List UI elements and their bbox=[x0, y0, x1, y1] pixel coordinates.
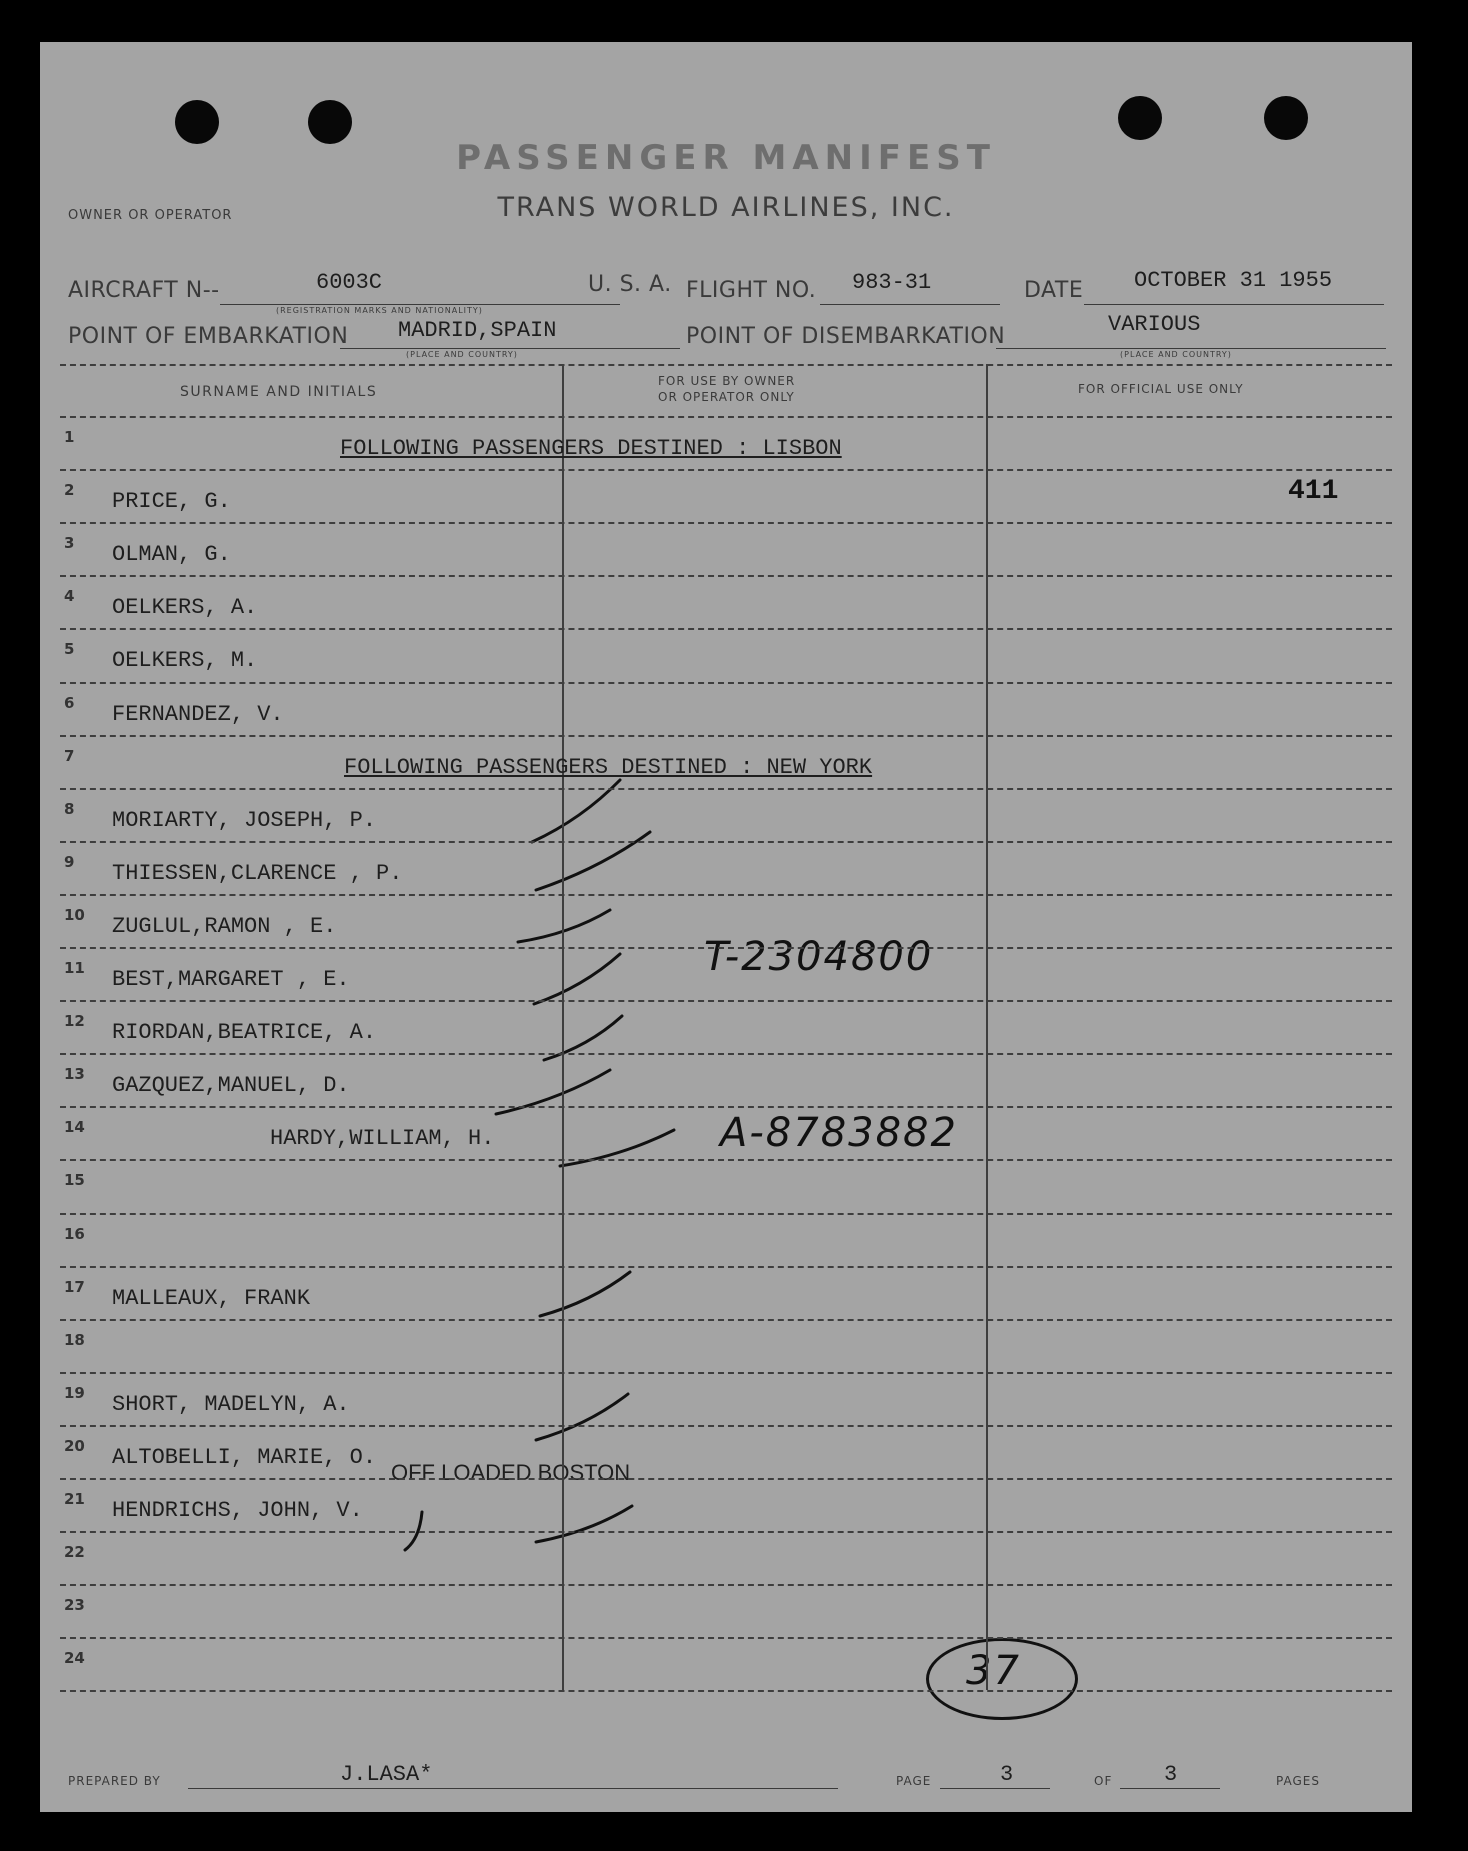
row-rule bbox=[60, 416, 1392, 418]
pages-label: PAGES bbox=[1276, 1774, 1320, 1788]
passenger-name: FERNANDEZ, V. bbox=[112, 701, 284, 727]
row-number: 23 bbox=[64, 1596, 85, 1615]
row-rule bbox=[60, 522, 1392, 524]
row-number: 14 bbox=[64, 1118, 85, 1137]
passenger-name: HENDRICHS, JOHN, V. bbox=[112, 1498, 363, 1523]
row-number: 6 bbox=[64, 693, 75, 712]
passenger-name: RIORDAN,BEATRICE, A. bbox=[112, 1020, 377, 1046]
row-rule bbox=[60, 1637, 1392, 1639]
row-number: 11 bbox=[64, 959, 85, 977]
passenger-name: OELKERS, A. bbox=[112, 595, 258, 621]
passenger-name: BEST,MARGARET , E. bbox=[112, 967, 350, 992]
row-number: 13 bbox=[64, 1065, 85, 1084]
column-header-owner-line1: FOR USE BY OWNER bbox=[658, 374, 796, 388]
embarkation-label: POINT OF EMBARKATION bbox=[68, 324, 349, 349]
flight-label: FLIGHT NO. bbox=[686, 278, 817, 303]
passenger-name: ZUGLUL,RAMON , E. bbox=[112, 913, 337, 939]
passenger-name: THIESSEN,CLARENCE , P. bbox=[112, 860, 403, 886]
column-divider-2 bbox=[986, 364, 988, 1690]
column-divider-1 bbox=[562, 364, 564, 1690]
row-number: 15 bbox=[64, 1171, 85, 1190]
destination-header-row: FOLLOWING PASSENGERS DESTINED : LISBON bbox=[340, 436, 842, 461]
official-use-number: 411 bbox=[1288, 476, 1339, 507]
row-rule bbox=[60, 1478, 1392, 1480]
row-number: 10 bbox=[64, 905, 85, 924]
check-mark-stroke bbox=[540, 1272, 630, 1316]
page-value: 3 bbox=[1000, 1762, 1014, 1787]
row-number: 9 bbox=[64, 852, 75, 871]
embarkation-value: MADRID,SPAIN bbox=[398, 318, 557, 343]
check-mark-stroke bbox=[518, 910, 610, 942]
row-rule bbox=[60, 894, 1392, 896]
row-number: 2 bbox=[64, 481, 75, 500]
row-number: 21 bbox=[64, 1490, 85, 1508]
row-number: 18 bbox=[64, 1330, 85, 1349]
passenger-name: OELKERS, M. bbox=[112, 648, 258, 674]
row-rule bbox=[60, 1584, 1392, 1586]
aircraft-label: AIRCRAFT N-- bbox=[68, 278, 220, 303]
passenger-name: PRICE, G. bbox=[112, 489, 231, 515]
header-rule bbox=[60, 364, 1392, 366]
of-label: OF bbox=[1094, 1774, 1113, 1788]
row-number: 20 bbox=[64, 1436, 85, 1455]
date-label: DATE bbox=[1024, 278, 1084, 303]
prepared-by-value: J.LASA* bbox=[340, 1762, 433, 1787]
flight-value: 983-31 bbox=[852, 270, 932, 295]
place-note-1: (PLACE AND COUNTRY) bbox=[406, 350, 518, 359]
aircraft-value: 6003C bbox=[316, 270, 383, 295]
row-rule bbox=[60, 682, 1392, 684]
row-number: 24 bbox=[64, 1649, 85, 1668]
date-value: OCTOBER 31 1955 bbox=[1134, 268, 1333, 293]
row-number: 19 bbox=[64, 1383, 85, 1402]
check-mark-stroke bbox=[534, 954, 620, 1004]
destination-header-row: FOLLOWING PASSENGERS DESTINED : NEW YORK bbox=[344, 754, 873, 780]
passenger-name: MORIARTY, JOSEPH, P. bbox=[112, 807, 377, 833]
row-rule bbox=[60, 1690, 1392, 1692]
row-number: 1 bbox=[64, 428, 75, 446]
registration-note: (REGISTRATION MARKS AND NATIONALITY) bbox=[276, 306, 483, 315]
row-rule bbox=[60, 947, 1392, 949]
row-number: 22 bbox=[64, 1543, 85, 1562]
row-rule bbox=[60, 1213, 1392, 1215]
passenger-name: MALLEAUX, FRANK bbox=[112, 1285, 311, 1311]
row-rule bbox=[60, 1000, 1392, 1002]
row-number: 12 bbox=[64, 1012, 85, 1031]
row-rule bbox=[60, 1425, 1392, 1427]
row-number: 3 bbox=[64, 534, 75, 553]
prepared-by-label: PREPARED BY bbox=[68, 1774, 161, 1788]
handwritten-passport-number: A-8783882 bbox=[720, 1110, 958, 1156]
manifest-sheet bbox=[40, 42, 1412, 1812]
row-rule bbox=[60, 1319, 1392, 1321]
row-number: 8 bbox=[64, 799, 75, 818]
row-number: 17 bbox=[64, 1277, 85, 1296]
passenger-name: GAZQUEZ,MANUEL, D. bbox=[112, 1073, 350, 1099]
row-rule bbox=[60, 1159, 1392, 1161]
column-header-owner-line2: OR OPERATOR ONLY bbox=[658, 390, 795, 404]
row-rule bbox=[60, 788, 1392, 790]
row-rule bbox=[60, 1372, 1392, 1374]
disembarkation-value: VARIOUS bbox=[1108, 312, 1201, 337]
handwritten-ticket-number: T-2304800 bbox=[704, 934, 934, 980]
page-label: PAGE bbox=[896, 1774, 932, 1788]
passenger-name: ALTOBELLI, MARIE, O. bbox=[112, 1444, 377, 1470]
row-rule bbox=[60, 735, 1392, 737]
row-rule bbox=[60, 1053, 1392, 1055]
column-header-official: FOR OFFICIAL USE ONLY bbox=[1078, 382, 1244, 396]
row-rule bbox=[60, 469, 1392, 471]
passenger-name: OLMAN, G. bbox=[112, 542, 231, 568]
row-rule bbox=[60, 1531, 1392, 1533]
row-number: 4 bbox=[64, 587, 75, 606]
of-value: 3 bbox=[1164, 1762, 1178, 1787]
row-rule bbox=[60, 628, 1392, 630]
usa-label: U. S. A. bbox=[588, 272, 672, 297]
place-note-2: (PLACE AND COUNTRY) bbox=[1120, 350, 1232, 359]
company-name: TRANS WORLD AIRLINES, INC. bbox=[497, 192, 955, 223]
check-mark-stroke bbox=[536, 1506, 632, 1542]
form-title: PASSENGER MANIFEST bbox=[456, 138, 996, 178]
offloaded-note: OFF LOADED BOSTON bbox=[391, 1460, 631, 1485]
owner-label: OWNER OR OPERATOR bbox=[68, 208, 233, 223]
disembarkation-label: POINT OF DISEMBARKATION bbox=[686, 324, 1006, 349]
row-rule bbox=[60, 575, 1392, 577]
row-rule bbox=[60, 1266, 1392, 1268]
row-rule bbox=[60, 841, 1392, 843]
row-number: 5 bbox=[64, 640, 75, 659]
circled-count-value: 37 bbox=[966, 1648, 1021, 1694]
passenger-name: HARDY,WILLIAM, H. bbox=[270, 1126, 495, 1152]
row-number: 16 bbox=[64, 1224, 85, 1243]
passenger-name: SHORT, MADELYN, A. bbox=[112, 1391, 350, 1417]
check-mark-stroke bbox=[536, 1394, 628, 1440]
column-header-surname: SURNAME AND INITIALS bbox=[180, 384, 378, 400]
row-rule bbox=[60, 1106, 1392, 1108]
row-number: 7 bbox=[64, 746, 75, 765]
